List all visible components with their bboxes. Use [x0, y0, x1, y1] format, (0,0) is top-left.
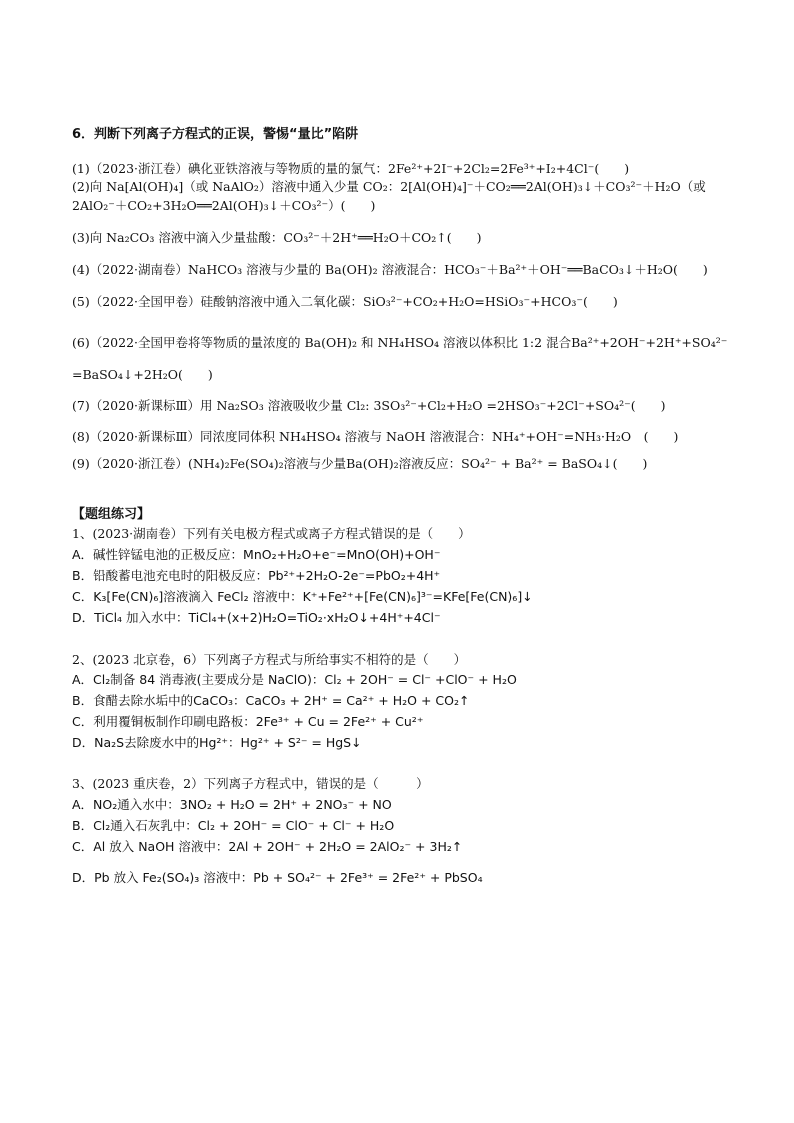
option-c: C．Al 放入 NaOH 溶液中：2Al + 2OH⁻ + 2H₂O = 2AlO₂⁻ + 3H₂↑	[72, 839, 463, 854]
question-item-5: (5)（2022·全国甲卷）硅酸钠溶液中通入二氧化碳：SiO₃²⁻+CO₂+H₂O=HSiO₃⁻+HCO₃⁻( )	[72, 294, 618, 309]
option-d: D．TiCl₄ 加入水中：TiCl₄+(x+2)H₂O=TiO₂·xH₂O↓+4H⁺+4Cl⁻	[72, 610, 441, 625]
question-item-8: (8)（2020·新课标Ⅲ）同浓度同体积 NH₄HSO₄ 溶液与 NaOH 溶液混合：NH₄⁺+OH⁻=NH₃·H₂O ( )	[72, 429, 679, 444]
question-item-6-continued: =BaSO₄↓+2H₂O( )	[72, 367, 213, 382]
question-item-2-continued: 2AlO₂⁻＋CO₂+3H₂O══2Al(OH)₃↓＋CO₃²⁻）( )	[72, 198, 376, 213]
question-item-1: (1)（2023·浙江卷）碘化亚铁溶液与等物质的量的氯气：2Fe²⁺+2I⁻+2Cl₂=2Fe³⁺+I₂+4Cl⁻( )	[72, 161, 630, 176]
option-d: D．Na₂S去除废水中的Hg²⁺：Hg²⁺ + S²⁻ = HgS↓	[72, 735, 362, 750]
option-d: D．Pb 放入 Fe₂(SO₄)₃ 溶液中：Pb + SO₄²⁻ + 2Fe³⁺ = 2Fe²⁺ + PbSO₄	[72, 870, 483, 885]
option-c: C．利用覆铜板制作印刷电路板：2Fe³⁺ + Cu = 2Fe²⁺ + Cu²⁺	[72, 714, 424, 729]
option-b: B．铅酸蓄电池充电时的阳极反应：Pb²⁺+2H₂O-2e⁻=PbO₂+4H⁺	[72, 568, 441, 583]
option-a: A．NO₂通入水中：3NO₂ + H₂O = 2H⁺ + 2NO₃⁻ + NO	[72, 797, 392, 812]
question-item-4: (4)（2022·湖南卷）NaHCO₃ 溶液与少量的 Ba(OH)₂ 溶液混合：HCO₃⁻＋Ba²⁺＋OH⁻══BaCO₃↓＋H₂O( )	[72, 262, 708, 277]
question-item-6: (6)（2022·全国甲卷将等物质的量浓度的 Ba(OH)₂ 和 NH₄HSO₄ 溶液以体积比 1:2 混合Ba²⁺+2OH⁻+2H⁺+SO₄²⁻	[72, 335, 728, 350]
option-c: C．K₃[Fe(CN)₆]溶液滴入 FeCl₂ 溶液中：K⁺+Fe²⁺+[Fe(CN)₆]³⁻=KFe[Fe(CN)₆]↓	[72, 589, 533, 604]
option-a: A．碱性锌锰电池的正极反应：MnO₂+H₂O+e⁻=MnO(OH)+OH⁻	[72, 547, 441, 562]
question-item-7: (7)（2020·新课标Ⅲ）用 Na₂SO₃ 溶液吸收少量 Cl₂: 3SO₃²⁻+Cl₂+H₂O =2HSO₃⁻+2Cl⁻+SO₄²⁻( )	[72, 398, 666, 413]
question-stem: 2、(2023 北京卷，6）下列离子方程式与所给事实不相符的是（ ）	[72, 652, 467, 667]
question-item-9: (9)（2020·浙江卷）(NH₄)₂Fe(SO₄)₂溶液与少量Ba(OH)₂溶液反应：SO₄²⁻ + Ba²⁺ = BaSO₄↓( )	[72, 456, 648, 471]
question-item-2: (2)向 Na[Al(OH)₄]（或 NaAlO₂）溶液中通入少量 CO₂：2[Al(OH)₄]⁻＋CO₂══2Al(OH)₃↓＋CO₃²⁻＋H₂O（或	[72, 179, 706, 194]
question-item-3: (3)向 Na₂CO₃ 溶液中滴入少量盐酸：CO₃²⁻＋2H⁺══H₂O＋CO₂↑( )	[72, 230, 482, 245]
option-a: A．Cl₂制备 84 消毒液(主要成分是 NaClO)：Cl₂ + 2OH⁻ = Cl⁻ +ClO⁻ + H₂O	[72, 672, 517, 687]
option-b: B．Cl₂通入石灰乳中：Cl₂ + 2OH⁻ = ClO⁻ + Cl⁻ + H₂O	[72, 818, 395, 833]
practice-heading: 【题组练习】	[72, 507, 151, 522]
question-stem: 3、(2023 重庆卷，2）下列离子方程式中，错误的是（ ）	[72, 776, 429, 791]
question-stem: 1、(2023·湖南卷）下列有关电极方程式或离子方程式错误的是（ ）	[72, 526, 471, 541]
section-title: 6．判断下列离子方程式的正误，警惕“量比”陷阱	[72, 127, 359, 142]
option-b: B．食醋去除水垢中的CaCO₃：CaCO₃ + 2H⁺ = Ca²⁺ + H₂O + CO₂↑	[72, 693, 470, 708]
